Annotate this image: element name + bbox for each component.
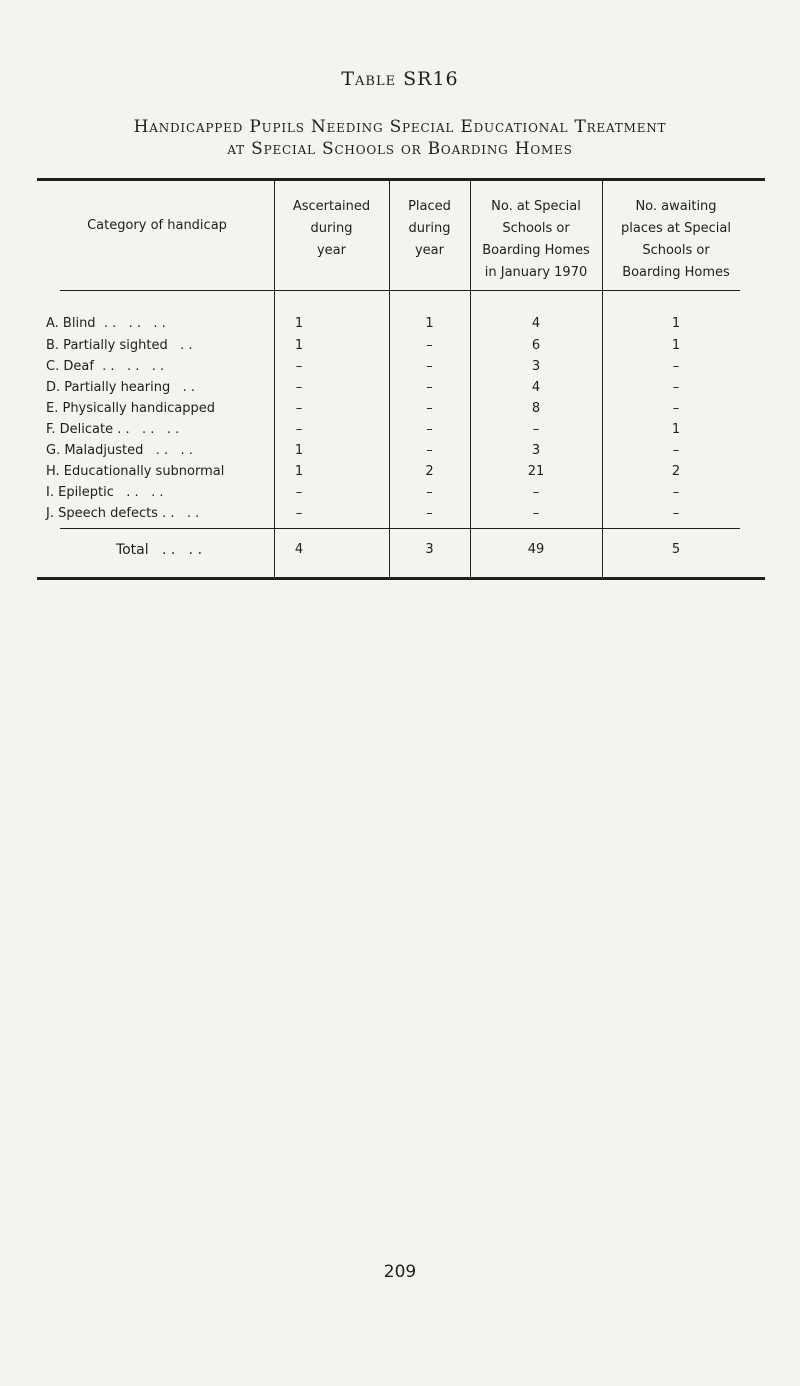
- header-placed-line: during: [408, 221, 451, 236]
- header-ascertained-line: year: [316, 243, 346, 258]
- row-placed: 2: [425, 464, 434, 479]
- row-at-special: 4: [531, 316, 541, 331]
- header-at-special-line: Boarding Homes: [482, 243, 590, 258]
- row-category: J. Speech defects . . . .: [46, 506, 200, 521]
- row-awaiting: 2: [671, 464, 681, 479]
- row-category: B. Partially sighted . .: [46, 338, 193, 353]
- header-ascertained: [274, 196, 389, 262]
- row-at-special: 4: [531, 380, 541, 395]
- header-at-special-line: No. at Special: [491, 199, 581, 214]
- table-top-rule: [37, 178, 765, 181]
- row-category: I. Epileptic . . . .: [46, 485, 164, 500]
- row-category: A. Blind . . . . . .: [46, 316, 166, 331]
- row-ascertained: 1: [294, 338, 304, 353]
- header-bottom-rule: [60, 290, 740, 291]
- header-at-special-line: in January 1970: [484, 265, 588, 280]
- row-awaiting: 1: [671, 422, 681, 437]
- row-awaiting: 1: [671, 316, 681, 331]
- row-ascertained: –: [295, 506, 303, 521]
- row-at-special: 21: [527, 464, 545, 479]
- row-at-special: 6: [531, 338, 541, 353]
- row-awaiting: –: [672, 359, 680, 374]
- total-ascertained: 4: [294, 542, 304, 557]
- row-placed: –: [426, 338, 433, 353]
- row-category: F. Delicate . . . . . .: [46, 422, 180, 437]
- header-awaiting-line: Schools or: [642, 243, 710, 258]
- header-category: Category of handicap: [87, 218, 227, 233]
- total-top-rule: [60, 528, 740, 529]
- total-awaiting: 5: [671, 542, 681, 557]
- header-awaiting-line: Boarding Homes: [622, 265, 730, 280]
- row-ascertained: –: [295, 422, 303, 437]
- page-number: 209: [383, 1262, 417, 1282]
- row-ascertained: –: [295, 485, 303, 500]
- row-category: H. Educationally subnormal: [46, 464, 225, 479]
- subtitle-line-2: at Special Schools or Boarding Homes: [227, 139, 573, 159]
- row-awaiting: –: [672, 506, 680, 521]
- row-category: E. Physically handicapped: [46, 401, 215, 416]
- row-ascertained: 1: [294, 464, 304, 479]
- row-category: D. Partially hearing . .: [46, 380, 196, 395]
- row-at-special: 3: [531, 443, 541, 458]
- total-at-special: 49: [527, 542, 545, 557]
- header-placed: [389, 196, 470, 262]
- row-at-special: 8: [531, 401, 541, 416]
- header-awaiting-line: No. awaiting: [635, 199, 717, 214]
- table-title: Table SR16: [341, 68, 459, 90]
- row-at-special: –: [532, 506, 540, 521]
- subtitle-line-1: Handicapped Pupils Needing Special Educational Treatment: [133, 117, 667, 137]
- row-at-special: –: [532, 485, 540, 500]
- table-bottom-rule: [37, 577, 765, 580]
- table-subtitle: [0, 116, 800, 160]
- row-placed: –: [426, 485, 433, 500]
- row-category: G. Maladjusted . . . .: [46, 443, 193, 458]
- row-awaiting: 1: [671, 338, 681, 353]
- row-awaiting: –: [672, 443, 680, 458]
- row-ascertained: –: [295, 380, 303, 395]
- header-awaiting: [602, 196, 750, 284]
- row-ascertained: –: [295, 359, 303, 374]
- header-at-special: [470, 196, 602, 284]
- row-at-special: –: [532, 422, 540, 437]
- row-ascertained: 1: [294, 443, 304, 458]
- row-awaiting: –: [672, 401, 680, 416]
- row-category: C. Deaf . . . . . .: [46, 359, 165, 374]
- row-placed: –: [426, 359, 433, 374]
- row-placed: –: [426, 443, 433, 458]
- header-placed-line: Placed: [408, 199, 451, 214]
- total-placed: 3: [425, 542, 434, 557]
- header-ascertained-line: Ascertained: [292, 199, 371, 214]
- row-placed: –: [426, 380, 433, 395]
- header-awaiting-line: places at Special: [621, 221, 731, 236]
- total-label: Total . . . .: [115, 542, 203, 558]
- row-placed: –: [426, 401, 433, 416]
- row-placed: 1: [425, 316, 434, 331]
- header-at-special-line: Schools or: [502, 221, 570, 236]
- row-ascertained: 1: [294, 316, 304, 331]
- row-awaiting: –: [672, 485, 680, 500]
- header-placed-line: year: [414, 243, 444, 258]
- row-placed: –: [426, 422, 433, 437]
- row-ascertained: –: [295, 401, 303, 416]
- row-awaiting: –: [672, 380, 680, 395]
- header-ascertained-line: during: [310, 221, 353, 236]
- row-at-special: 3: [531, 359, 541, 374]
- row-placed: –: [426, 506, 433, 521]
